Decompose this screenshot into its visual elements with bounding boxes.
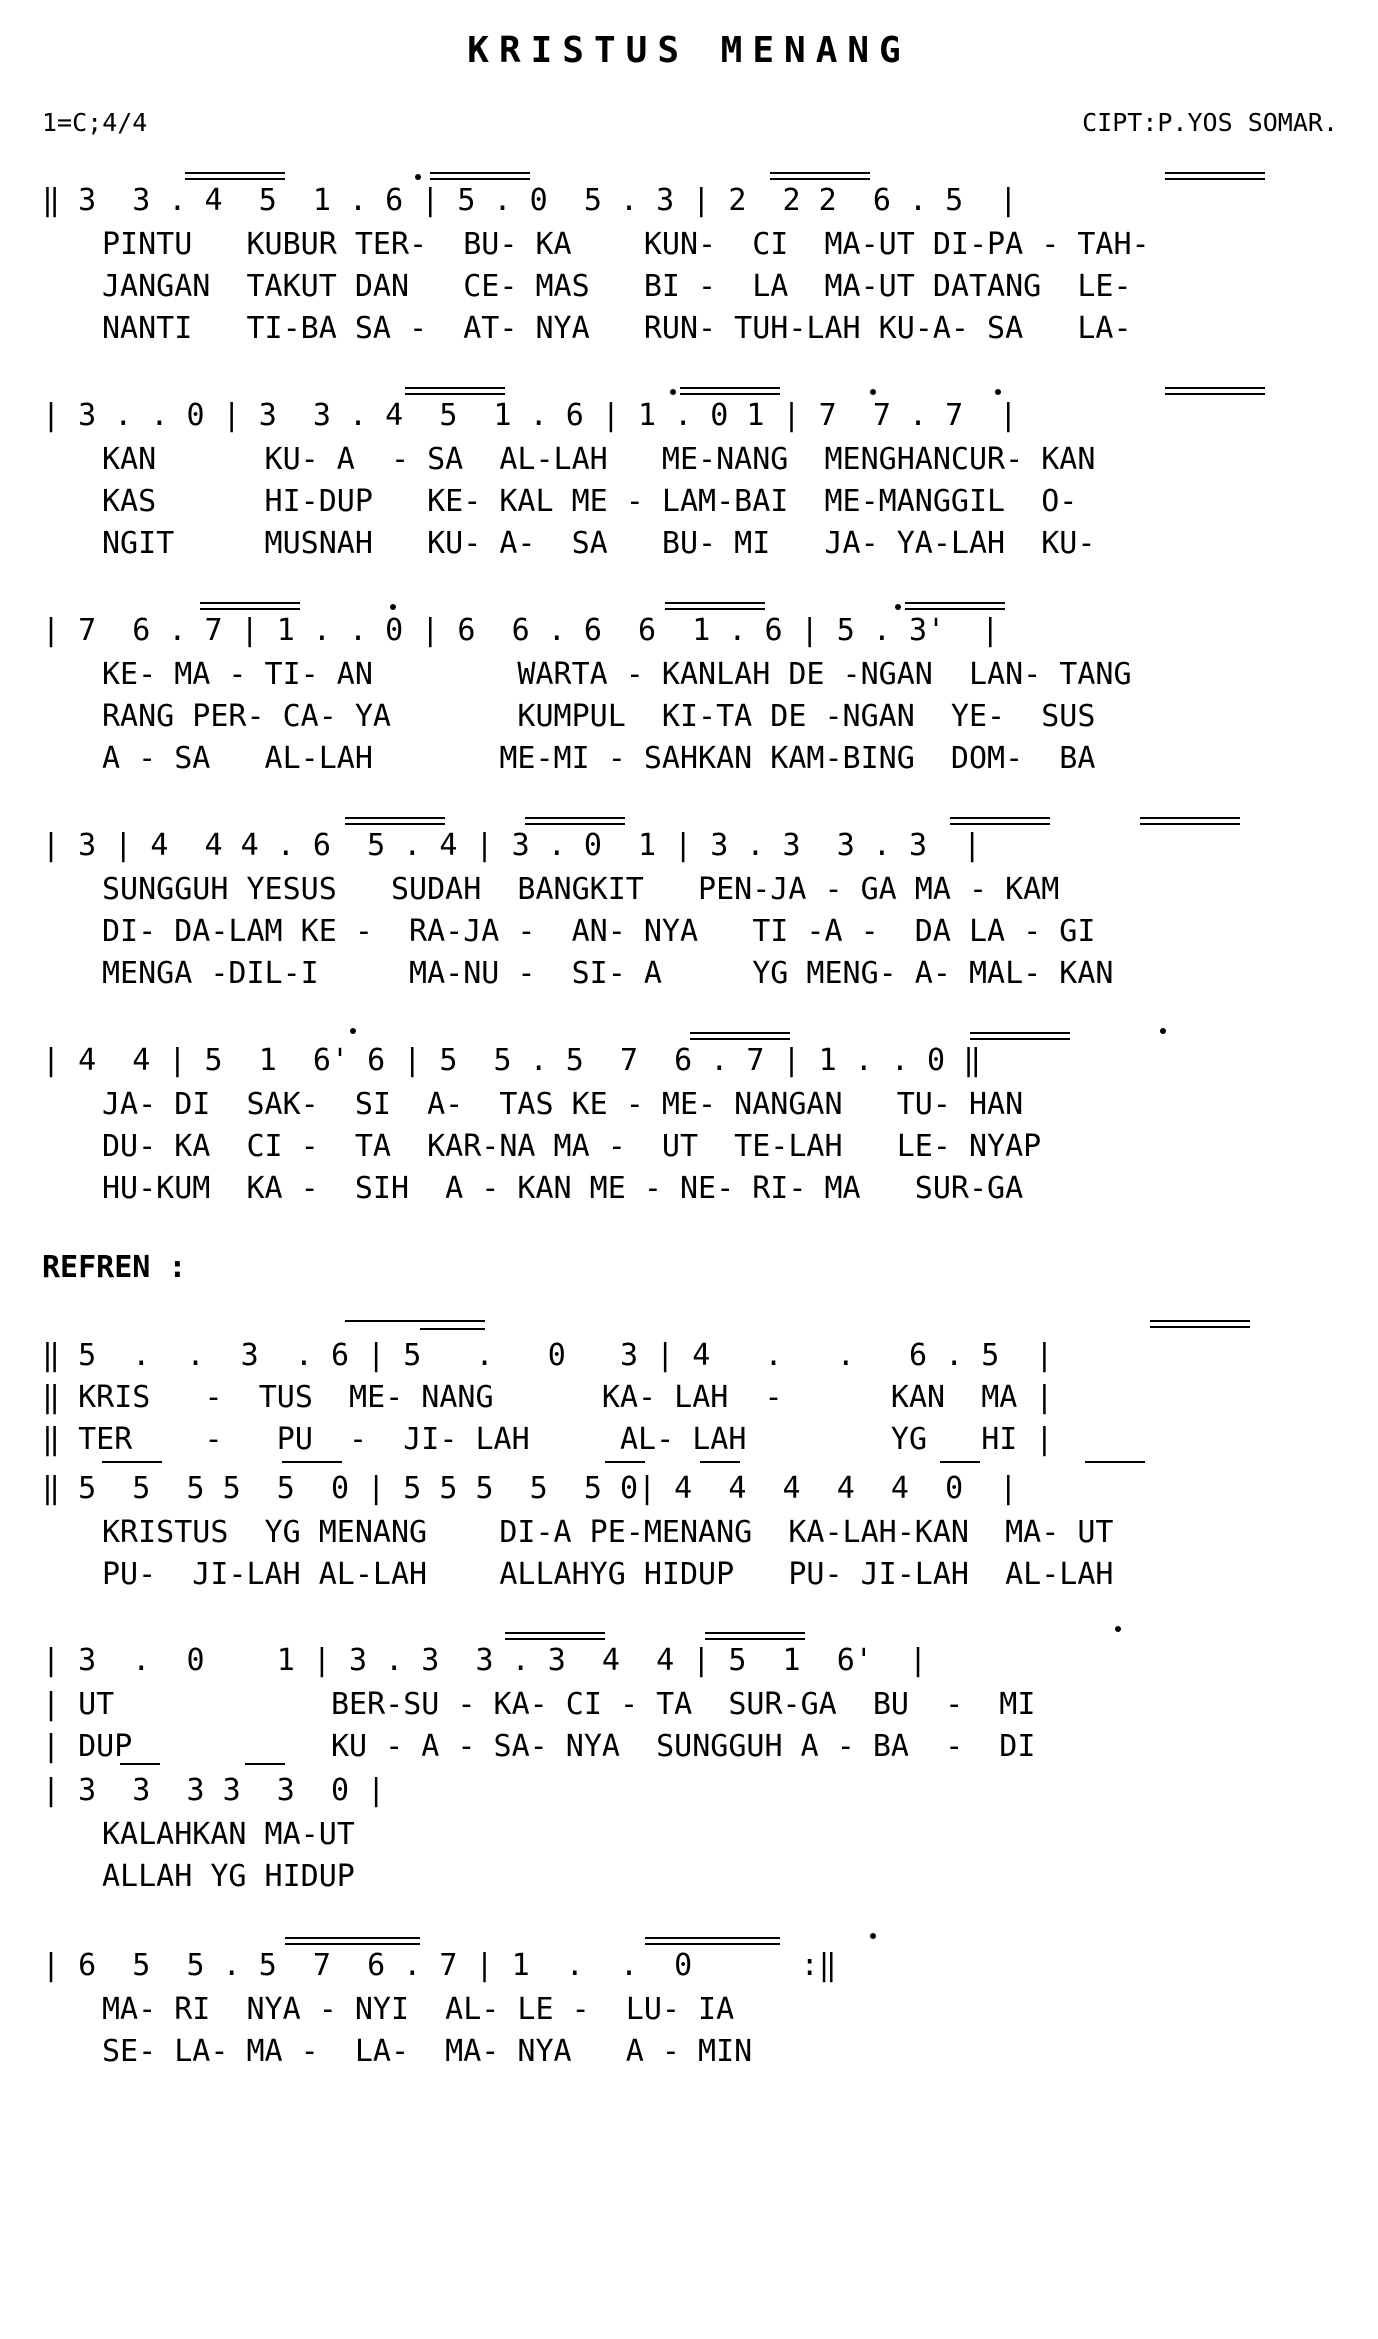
lyric-line-8-2: | DUP KU - A - SA- NYA SUNGGUH A - BA - DI	[42, 1729, 1036, 1764]
lyric-line-9-1: KALAHKAN MA-UT	[102, 1817, 355, 1852]
beam-mark	[405, 387, 505, 395]
octave-dot	[670, 389, 676, 395]
lyric-line-1-3: NANTI TI-BA SA - AT- NYA RUN- TUH-LAH KU-A- SA LA-	[102, 311, 1132, 346]
lyric-line-7-1: KRISTUS YG MENANG DI-A PE-MENANG KA-LAH-KAN MA- UT	[102, 1515, 1114, 1550]
beam-mark	[690, 1032, 790, 1040]
lyric-line-7-2: PU- JI-LAH AL-LAH ALLAHYG HIDUP PU- JI-LAH AL-LAH	[102, 1557, 1114, 1592]
key-signature: 1=C;4/4	[42, 108, 148, 137]
lyric-line-10-1: MA- RI NYA - NYI AL- LE - LU- IA	[102, 1992, 735, 2027]
beam-mark	[1140, 817, 1240, 825]
beam-mark	[120, 1763, 160, 1765]
notes-line-9: | 3 3 3 3 3 0 |	[42, 1773, 386, 1808]
lyric-line-4-1: SUNGGUH YESUS SUDAH BANGKIT PEN-JA - GA MA - KAM	[102, 872, 1060, 907]
octave-dot	[415, 174, 421, 180]
lyric-line-4-2: DI- DA-LAM KE - RA-JA - AN- NYA TI -A - DA LA - GI	[102, 914, 1096, 949]
beam-mark	[285, 1937, 420, 1945]
lyric-line-1-1: PINTU KUBUR TER- BU- KA KUN- CI MA-UT DI-PA - TAH-	[102, 227, 1150, 262]
lyric-line-1-2: JANGAN TAKUT DAN CE- MAS BI - LA MA-UT DATANG LE-	[102, 269, 1132, 304]
lyric-line-2-1: KAN KU- A - SA AL-LAH ME-NANG MENGHANCUR- KAN	[102, 442, 1096, 477]
beam-mark	[420, 1328, 485, 1330]
notes-line-5: | 4 4 | 5 1 6' 6 | 5 5 . 5 7 6 . 7 | 1 . . 0 ‖	[42, 1043, 982, 1078]
lyric-line-3-2: RANG PER- CA- YA KUMPUL KI-TA DE -NGAN YE- SUS	[102, 699, 1096, 734]
notes-line-8: | 3 . 0 1 | 3 . 3 3 . 3 4 4 | 5 1 6' |	[42, 1643, 928, 1678]
octave-dot	[995, 389, 1001, 395]
beam-mark	[940, 1461, 980, 1463]
beam-mark	[705, 1632, 805, 1640]
composer-credit: CIPT:P.YOS SOMAR.	[1082, 108, 1338, 137]
octave-dot	[895, 604, 901, 610]
lyric-line-4-3: MENGA -DIL-I MA-NU - SI- A YG MENG- A- MAL- KAN	[102, 956, 1114, 991]
notes-line-2: | 3 . . 0 | 3 3 . 4 5 1 . 6 | 1 . 0 1 | 7 7 . 7 |	[42, 398, 1018, 433]
octave-dot	[350, 1028, 356, 1034]
beam-mark	[950, 817, 1050, 825]
lyric-line-2-2: KAS HI-DUP KE- KAL ME - LAM-BAI ME-MANGGIL O-	[102, 484, 1078, 519]
lyric-line-10-2: SE- LA- MA - LA- MA- NYA A - MIN	[102, 2034, 753, 2069]
notes-line-7: ‖ 5 5 5 5 5 0 | 5 5 5 5 5 0| 4 4 4 4 4 0 |	[42, 1471, 1018, 1506]
beam-mark	[605, 1461, 645, 1463]
lyric-line-9-2: ALLAH YG HIDUP	[102, 1859, 355, 1894]
beam-mark	[970, 1032, 1070, 1040]
song-title: KRISTUS MENANG	[467, 30, 911, 71]
lyric-line-3-3: A - SA AL-LAH ME-MI - SAHKAN KAM-BING DOM- BA	[102, 741, 1096, 776]
lyric-line-2-3: NGIT MUSNAH KU- A- SA BU- MI JA- YA-LAH KU-	[102, 526, 1096, 561]
beam-mark	[770, 172, 870, 180]
beam-mark	[345, 1320, 485, 1322]
beam-mark	[102, 1461, 162, 1463]
beam-mark	[665, 602, 765, 610]
lyric-line-5-1: JA- DI SAK- SI A- TAS KE - ME- NANGAN TU- HAN	[102, 1087, 1024, 1122]
octave-dot	[1160, 1028, 1166, 1034]
beam-mark	[282, 1461, 342, 1463]
octave-dot	[870, 389, 876, 395]
beam-mark	[430, 172, 530, 180]
beam-mark	[1085, 1461, 1145, 1463]
notes-line-3: | 7 6 . 7 | 1 . . 0 | 6 6 . 6 6 1 . 6 | 5 . 3' |	[42, 613, 1000, 648]
beam-mark	[1165, 387, 1265, 395]
lyric-line-8-1: | UT BER-SU - KA- CI - TA SUR-GA BU - MI	[42, 1687, 1036, 1722]
beam-mark	[645, 1937, 780, 1945]
lyric-line-3-1: KE- MA - TI- AN WARTA - KANLAH DE -NGAN LAN- TANG	[102, 657, 1132, 692]
beam-mark	[345, 817, 445, 825]
beam-mark	[200, 602, 300, 610]
notes-line-1: ‖ 3 3 . 4 5 1 . 6 | 5 . 0 5 . 3 | 2 2 2 6 . 5 |	[42, 183, 1018, 218]
octave-dot	[870, 1933, 876, 1939]
beam-mark	[245, 1763, 285, 1765]
notes-line-6: ‖ 5 . . 3 . 6 | 5 . 0 3 | 4 . . 6 . 5 |	[42, 1338, 1054, 1373]
notes-line-10: | 6 5 5 . 5 7 6 . 7 | 1 . . 0 :‖	[42, 1948, 837, 1983]
beam-mark	[1165, 172, 1265, 180]
lyric-line-6-1: ‖ KRIS - TUS ME- NANG KA- LAH - KAN MA |	[42, 1380, 1054, 1415]
refrain-label: REFREN :	[42, 1250, 187, 1285]
octave-dot	[390, 604, 396, 610]
lyric-line-6-2: ‖ TER - PU - JI- LAH AL- LAH YG HI |	[42, 1422, 1054, 1457]
beam-mark	[505, 1632, 605, 1640]
beam-mark	[680, 387, 780, 395]
lyric-line-5-2: DU- KA CI - TA KAR-NA MA - UT TE-LAH LE- NYAP	[102, 1129, 1042, 1164]
beam-mark	[185, 172, 285, 180]
octave-dot	[1115, 1626, 1121, 1632]
beam-mark	[905, 602, 1005, 610]
beam-mark	[525, 817, 625, 825]
beam-mark	[700, 1461, 740, 1463]
lyric-line-5-3: HU-KUM KA - SIH A - KAN ME - NE- RI- MA SUR-GA	[102, 1171, 1024, 1206]
notes-line-4: | 3 | 4 4 4 . 6 5 . 4 | 3 . 0 1 | 3 . 3 3 . 3 |	[42, 828, 982, 863]
beam-mark	[1150, 1320, 1250, 1328]
